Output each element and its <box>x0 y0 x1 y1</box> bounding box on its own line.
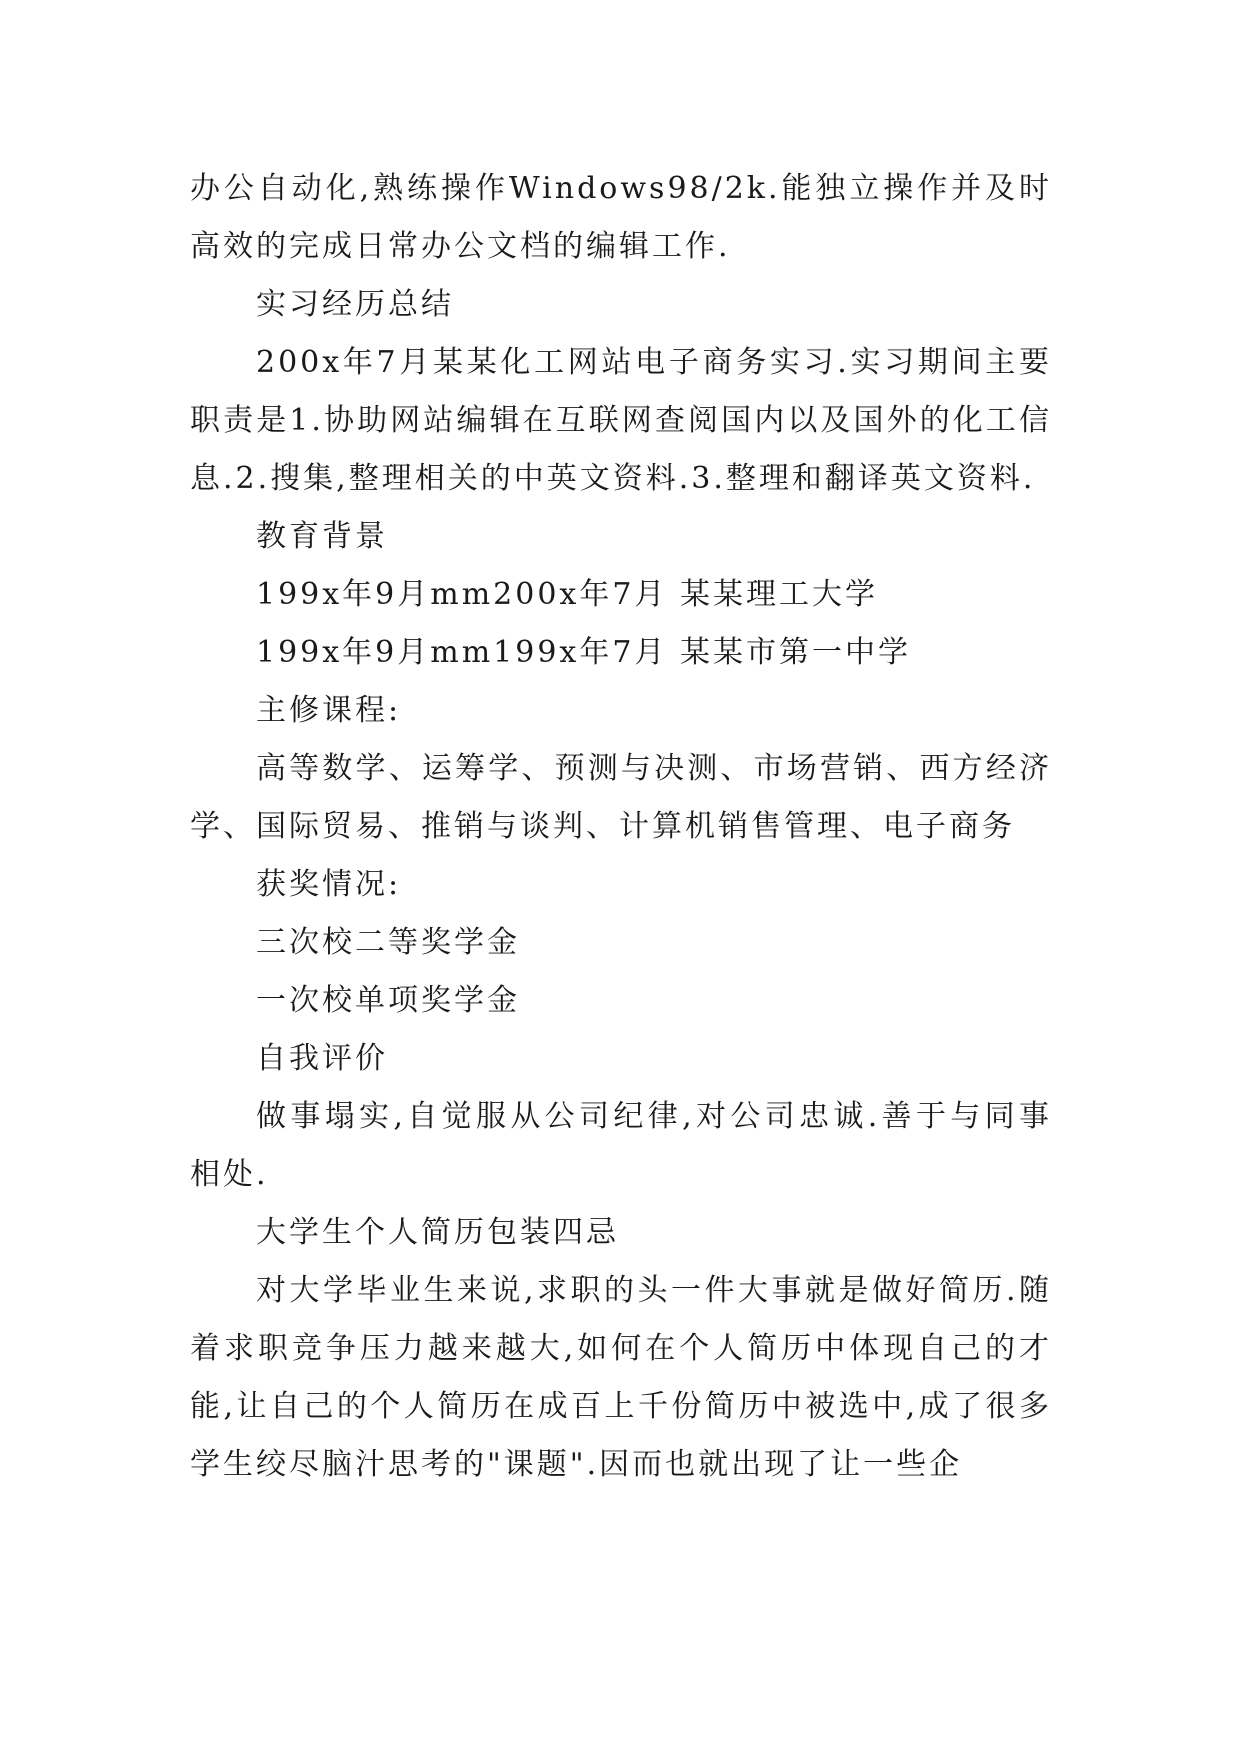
award-entry-single-item: 一次校单项奖学金 <box>256 983 520 1018</box>
body-text <box>190 160 1052 1494</box>
paragraph-self-evaluation: 做事塌实,自觉服从公司纪律,对公司忠诚.善于与同事相处. <box>190 1099 1052 1192</box>
paragraph-course-list: 高等数学、运筹学、预测与决测、市场营销、西方经济学、国际贸易、推销与谈判、计算机销售管理、电子商务 <box>190 751 1052 844</box>
education-entry-high-school: 199x年9月mm199x年7月 某某市第一中学 <box>256 635 911 670</box>
heading-major-courses: 主修课程: <box>256 693 402 728</box>
education-entry-university: 199x年9月mm200x年7月 某某理工大学 <box>256 577 878 612</box>
heading-self-evaluation: 自我评价 <box>256 1041 388 1076</box>
heading-internship-summary: 实习经历总结 <box>256 287 454 322</box>
heading-awards: 获奖情况: <box>256 867 402 902</box>
heading-resume-four-taboos: 大学生个人简历包装四忌 <box>256 1215 619 1250</box>
paragraph-resume-intro: 对大学毕业生来说,求职的头一件大事就是做好简历.随着求职竞争压力越来越大,如何在个人简历中体现自己的才能,让自己的个人简历在成百上千份简历中被选中,成了很多学生绞尽脑汁思考的"课题".因而也就出现了让一些企 <box>190 1273 1052 1482</box>
paragraph-internship-details: 200x年7月某某化工网站电子商务实习.实习期间主要职责是1.协助网站编辑在互联网查阅国内以及国外的化工信息.2.搜集,整理相关的中英文资料.3.整理和翻译英文资料. <box>190 345 1052 496</box>
heading-education-background: 教育背景 <box>256 519 388 554</box>
award-entry-second-class: 三次校二等奖学金 <box>256 925 520 960</box>
paragraph-office-skills: 办公自动化,熟练操作Windows98/2k.能独立操作并及时高效的完成日常办公文档的编辑工作. <box>190 171 1052 264</box>
